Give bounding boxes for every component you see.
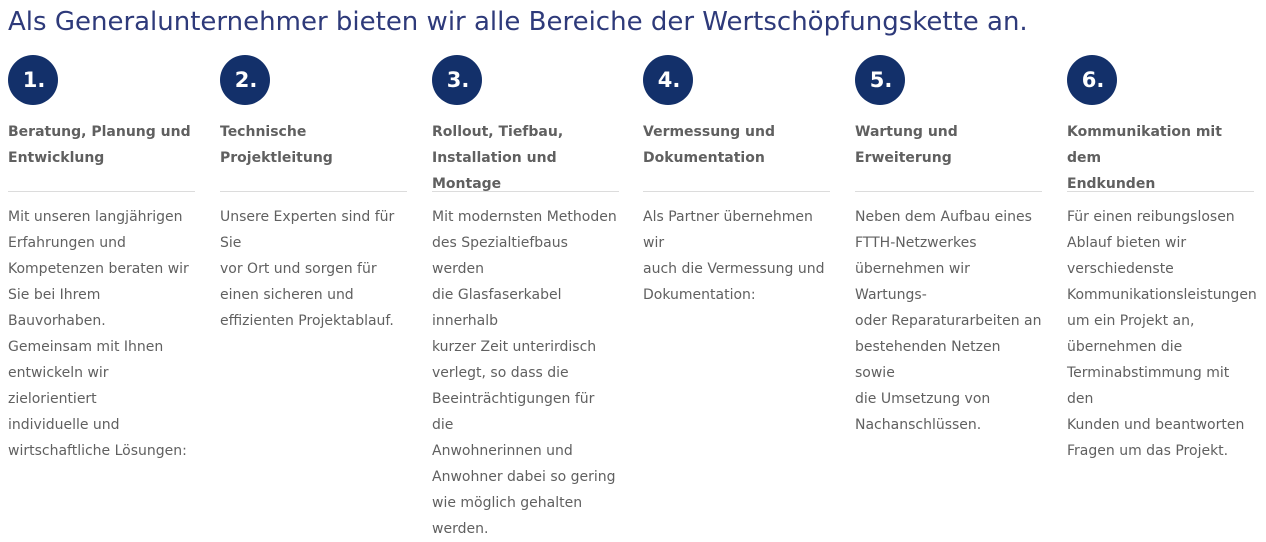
divider — [855, 191, 1042, 192]
step-heading: Vermessung und Dokumentation — [643, 124, 776, 166]
step-3 — [432, 55, 619, 542]
step-description: Für einen reibungslosen Ablauf bieten wir verschiedenste Kommunikationsleistungen um ein Projekt an, übernehmen die Terminabstimmung mit den Kunden und beantworten Fragen um das Projekt. — [1067, 209, 1257, 459]
step-2 — [220, 55, 407, 334]
step-number-badge: 2. — [220, 55, 270, 105]
step-heading: Rollout, Tiefbau, Installation und Montage — [432, 124, 564, 192]
step-description: Mit unseren langjährigen Erfahrungen und Kompetenzen beraten wir Sie bei Ihrem Bauvorhaben. Gemeinsam mit Ihnen entwickeln wir zielorientiert individuelle und wirtschaftliche Lösungen: — [8, 209, 189, 459]
divider — [220, 191, 407, 192]
divider — [643, 191, 830, 192]
step-1 — [8, 55, 195, 464]
step-heading: Wartung und Erweiterung — [855, 124, 958, 166]
step-heading: Technische Projektleitung — [220, 124, 333, 166]
page-title: Als Generalunternehmer bieten wir alle Bereiche der Wertschöpfungskette an. — [8, 7, 1028, 37]
step-description: Mit modernsten Methoden des Spezialtiefbaus werden die Glasfaserkabel innerhalb kurzer Zeit unterirdisch verlegt, so dass die Beeinträchtigungen für die Anwohnerinnen und Anwohner dabei so gering wie möglich gehalten werden. — [432, 209, 617, 537]
step-6 — [1067, 55, 1257, 464]
step-heading: Beratung, Planung und Entwicklung — [8, 124, 191, 166]
step-5 — [855, 55, 1042, 438]
step-description: Unsere Experten sind für Sie vor Ort und sorgen für einen sicheren und effizienten Projektablauf. — [220, 209, 395, 329]
step-4 — [643, 55, 830, 308]
divider — [8, 191, 195, 192]
step-description: Als Partner übernehmen wir auch die Vermessung und Dokumentation: — [643, 209, 825, 303]
step-description: Neben dem Aufbau eines FTTH-Netzwerkes übernehmen wir Wartungs- oder Reparaturarbeiten an bestehenden Netzen sowie die Umsetzung von Nachanschlüssen. — [855, 209, 1042, 433]
step-number-badge: 1. — [8, 55, 58, 105]
step-number-badge: 4. — [643, 55, 693, 105]
step-number-badge: 5. — [855, 55, 905, 105]
step-heading: Kommunikation mit dem Endkunden — [1067, 124, 1222, 192]
step-number-badge: 3. — [432, 55, 482, 105]
step-number-badge: 6. — [1067, 55, 1117, 105]
